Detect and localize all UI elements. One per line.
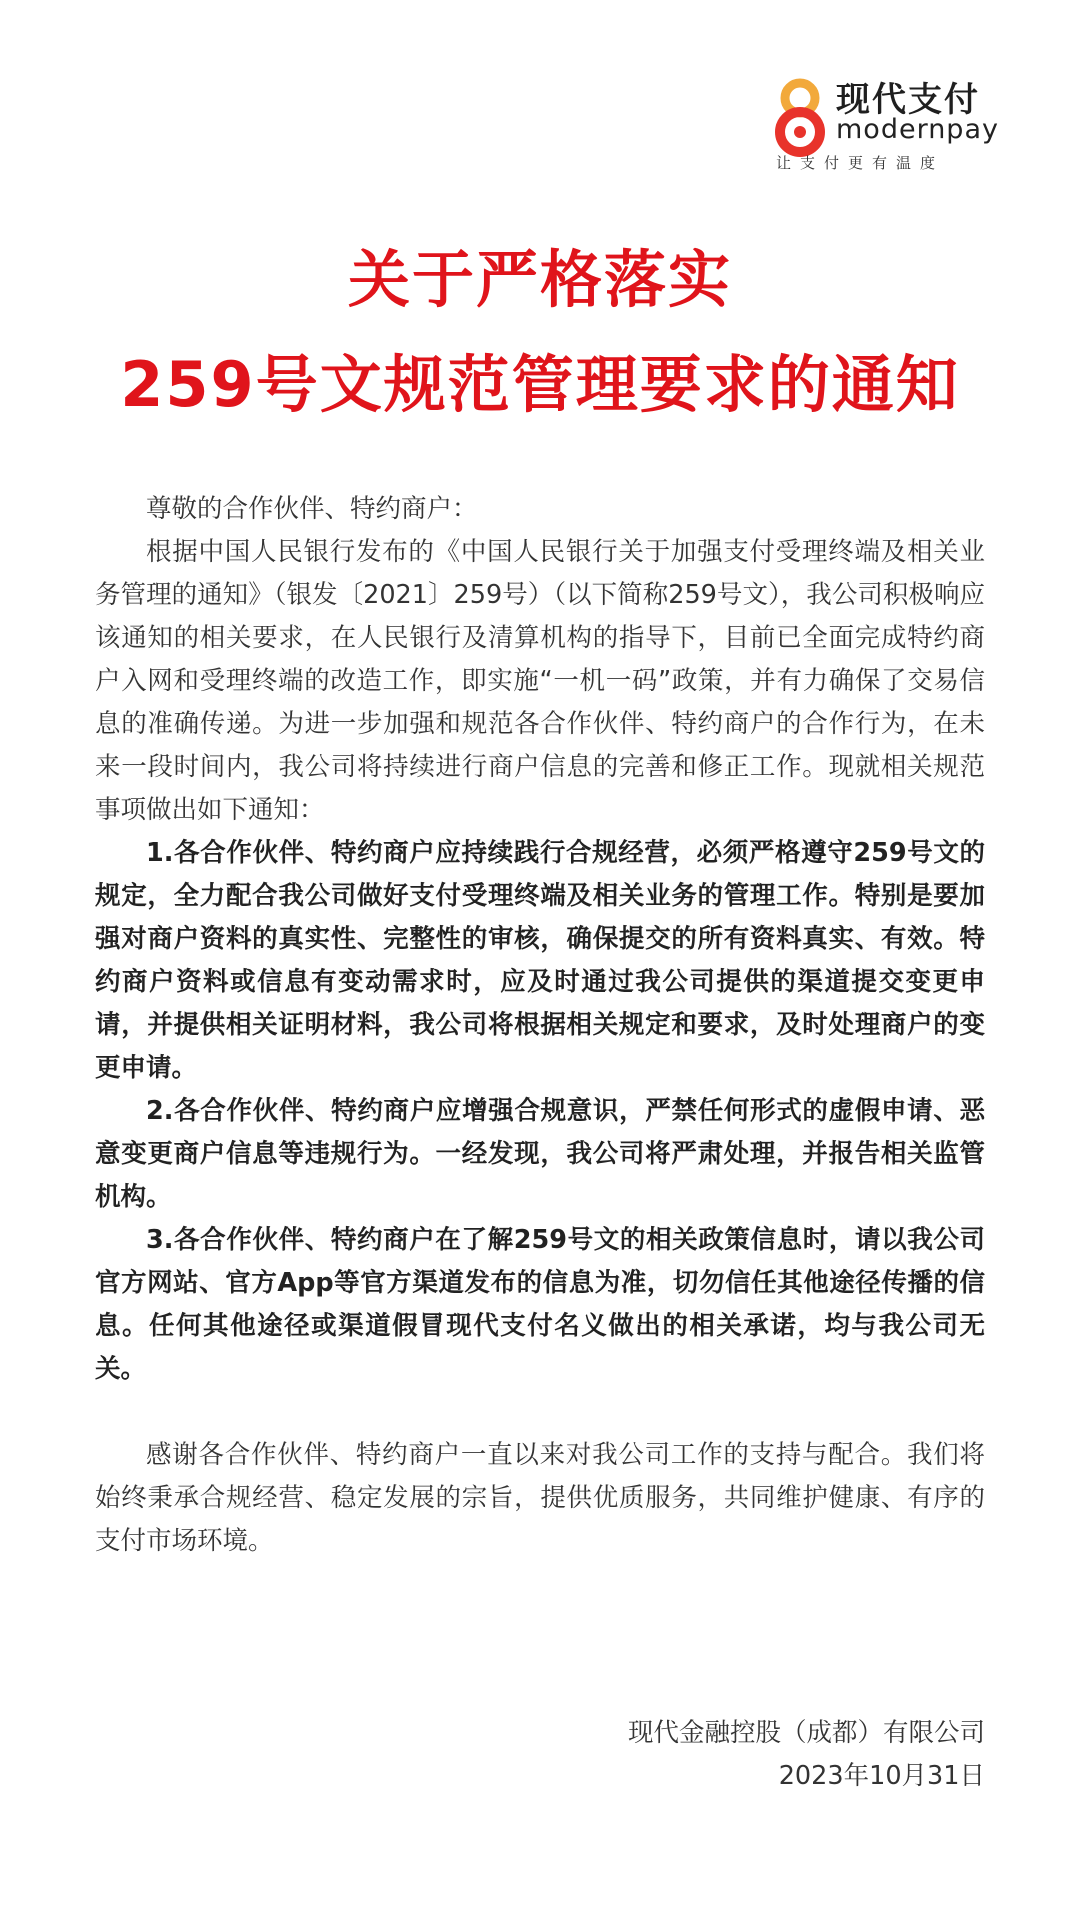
notice-title-line-2: 259号文规范管理要求的通知	[120, 348, 960, 421]
notice-title-line-1: 关于严格落实	[347, 243, 732, 316]
closing-paragraph: 感谢各合作伙伴、特约商户一直以来对我公司工作的支持与配合。我们将始终秉承合规经营、稳定发展的宗旨，提供优质服务，共同维护健康、有序的支付市场环境。	[95, 1440, 985, 1556]
logo-name: 现代支付	[836, 80, 980, 120]
salutation: 尊敬的合作伙伴、特约商户：	[146, 494, 478, 524]
signature-date: 2023年10月31日	[778, 1761, 985, 1791]
logo-english-name: modernpay	[836, 114, 999, 145]
notice-item-3: 3.各合作伙伴、特约商户在了解259号文的相关政策信息时，请以我公司官方网站、官方App等官方渠道发布的信息为准，切勿信任其他途径传播的信息。任何其他途径或渠道假冒现代支付名义做出的相关承诺，均与我公司无关。	[95, 1225, 985, 1384]
figure-eight-logo-icon	[770, 76, 830, 160]
company-logo	[770, 72, 1000, 172]
notice-item-2: 2.各合作伙伴、特约商户应增强合规意识，严禁任何形式的虚假申请、恶意变更商户信息等违规行为。一经发现，我公司将严肃处理，并报告相关监管机构。	[95, 1096, 985, 1212]
intro-paragraph: 根据中国人民银行发布的《中国人民银行关于加强支付受理终端及相关业务管理的通知》（银发〔2021〕259号）（以下简称259号文），我公司积极响应该通知的相关要求，在人民银行及清算机构的指导下，目前已全面完成特约商户入网和受理终端的改造工作，即实施“一机一码”政策，并有力确保了交易信息的准确传递。为进一步加强和规范各合作伙伴、特约商户的合作行为，在未来一段时间内，我公司将持续进行商户信息的完善和修正工作。现就相关规范事项做出如下通知：	[95, 537, 985, 825]
notice-body	[95, 488, 985, 1563]
logo-slogan: 让支付更有温度	[776, 154, 945, 172]
signature-company: 现代金融控股（成都）有限公司	[627, 1718, 985, 1748]
notice-item-1: 1.各合作伙伴、特约商户应持续践行合规经营，必须严格遵守259号文的规定，全力配合我公司做好支付受理终端及相关业务的管理工作。特别是要加强对商户资料的真实性、完整性的审核，确保提交的所有资料真实、有效。特约商户资料或信息有变动需求时，应及时通过我公司提供的渠道提交变更申请，并提供相关证明材料，我公司将根据相关规定和要求，及时处理商户的变更申请。	[95, 838, 985, 1083]
